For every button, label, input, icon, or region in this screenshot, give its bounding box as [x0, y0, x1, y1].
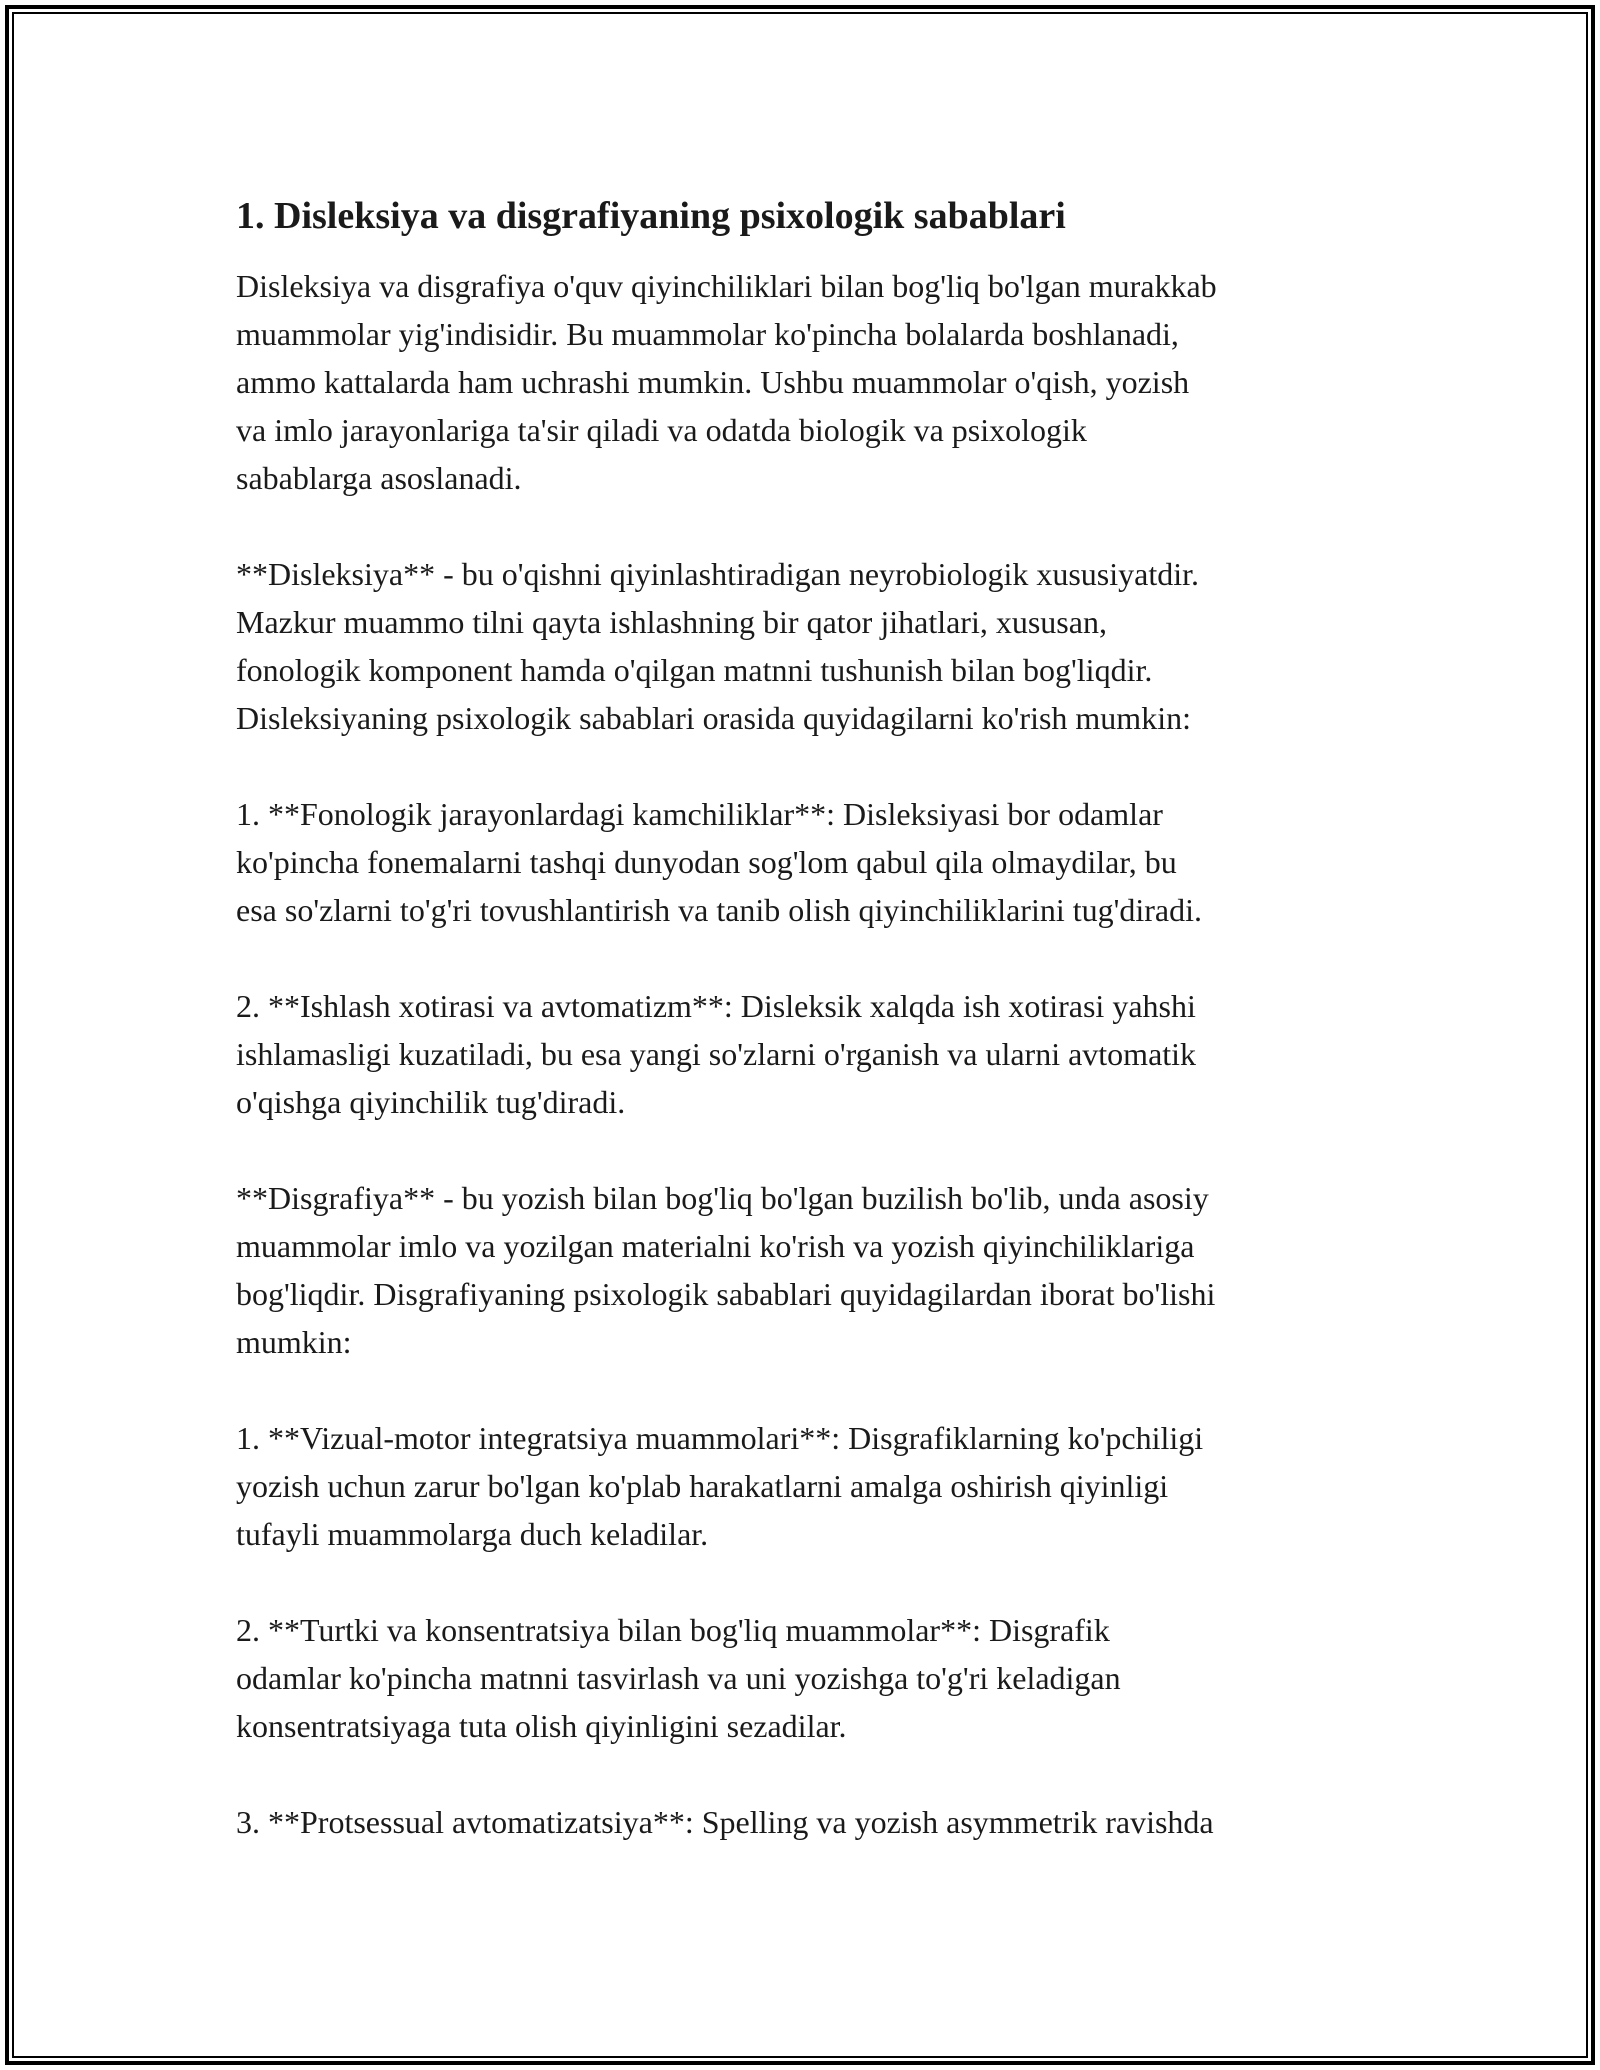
dyslexia-definition-paragraph: **Disleksiya** - bu o'qishni qiyinlashtiradigan neyrobiologik xususiyatdir. Mazkur muammo tilni qayta ishlashning bir qator jihatlari, xususan, fonologik komponent hamda o'qilgan matnni tushunish bilan bog'liqdir. Disleksiyaning psixologik sabablari orasida quyidagilarni ko'rish mumkin: — [236, 556, 1200, 736]
page-title: 1. Disleksiya va disgrafiyaning psixologik sabablari — [236, 195, 1066, 237]
spacer — [236, 742, 1366, 790]
dysgraphia-cause-1: 1. **Vizual-motor integratsiya muammolari**: Disgrafiklarning ko'pchiligi yozish uchun zarur bo'lgan ko'plab harakatlarni amalga oshirish qiyinligi tufayli muammolarga duch keladilar. — [236, 1420, 1204, 1552]
spacer — [236, 502, 1366, 550]
dyslexia-cause-2: 2. **Ishlash xotirasi va avtomatizm**: Disleksik xalqda ish xotirasi yahshi ishlamasligi kuzatiladi, bu esa yangi so'zlarni o'rganish va ularni avtomatik o'qishga qiyinchilik tug'diradi. — [236, 988, 1197, 1120]
dyslexia-cause-1: 1. **Fonologik jarayonlardagi kamchiliklar**: Disleksiyasi bor odamlar ko'pincha fonemalarni tashqi dunyodan sog'lom qabul qila olmaydilar, bu esa so'zlarni to'g'ri tovushlantirish va tanib olish qiyinchiliklarini tug'diradi. — [236, 796, 1203, 928]
spacer — [236, 1750, 1366, 1798]
spacer — [236, 1126, 1366, 1174]
spacer — [236, 1558, 1366, 1606]
intro-paragraph: Disleksiya va disgrafiya o'quv qiyinchiliklari bilan bog'liq bo'lgan murakkab muammolar yig'indisidir. Bu muammolar ko'pincha bolalarda boshlanadi, ammo kattalarda ham uchrashi mumkin. Ushbu muammolar o'qish, yozish va imlo jarayonlariga ta'sir qiladi va odatda biologik va psixologik sabablarga asoslanadi. — [236, 268, 1217, 496]
spacer — [236, 1366, 1366, 1414]
document-body — [236, 190, 1366, 1846]
dysgraphia-cause-2: 2. **Turtki va konsentratsiya bilan bog'liq muammolar**: Disgrafik odamlar ko'pincha matnni tasvirlash va uni yozishga to'g'ri keladigan konsentratsiyaga tuta olish qiyinligini sezadilar. — [236, 1612, 1121, 1744]
dysgraphia-cause-3: 3. **Protsessual avtomatizatsiya**: Spelling va yozish asymmetrik ravishda — [236, 1804, 1214, 1840]
spacer — [236, 934, 1366, 982]
dysgraphia-definition-paragraph: **Disgrafiya** - bu yozish bilan bog'liq bo'lgan buzilish bo'lib, unda asosiy muammolar imlo va yozilgan materialni ko'rish va yozish qiyinchiliklariga bog'liqdir. Disgrafiyaning psixologik sabablari quyidagilardan iborat bo'lishi mumkin: — [236, 1180, 1216, 1360]
spacer — [236, 242, 1366, 262]
